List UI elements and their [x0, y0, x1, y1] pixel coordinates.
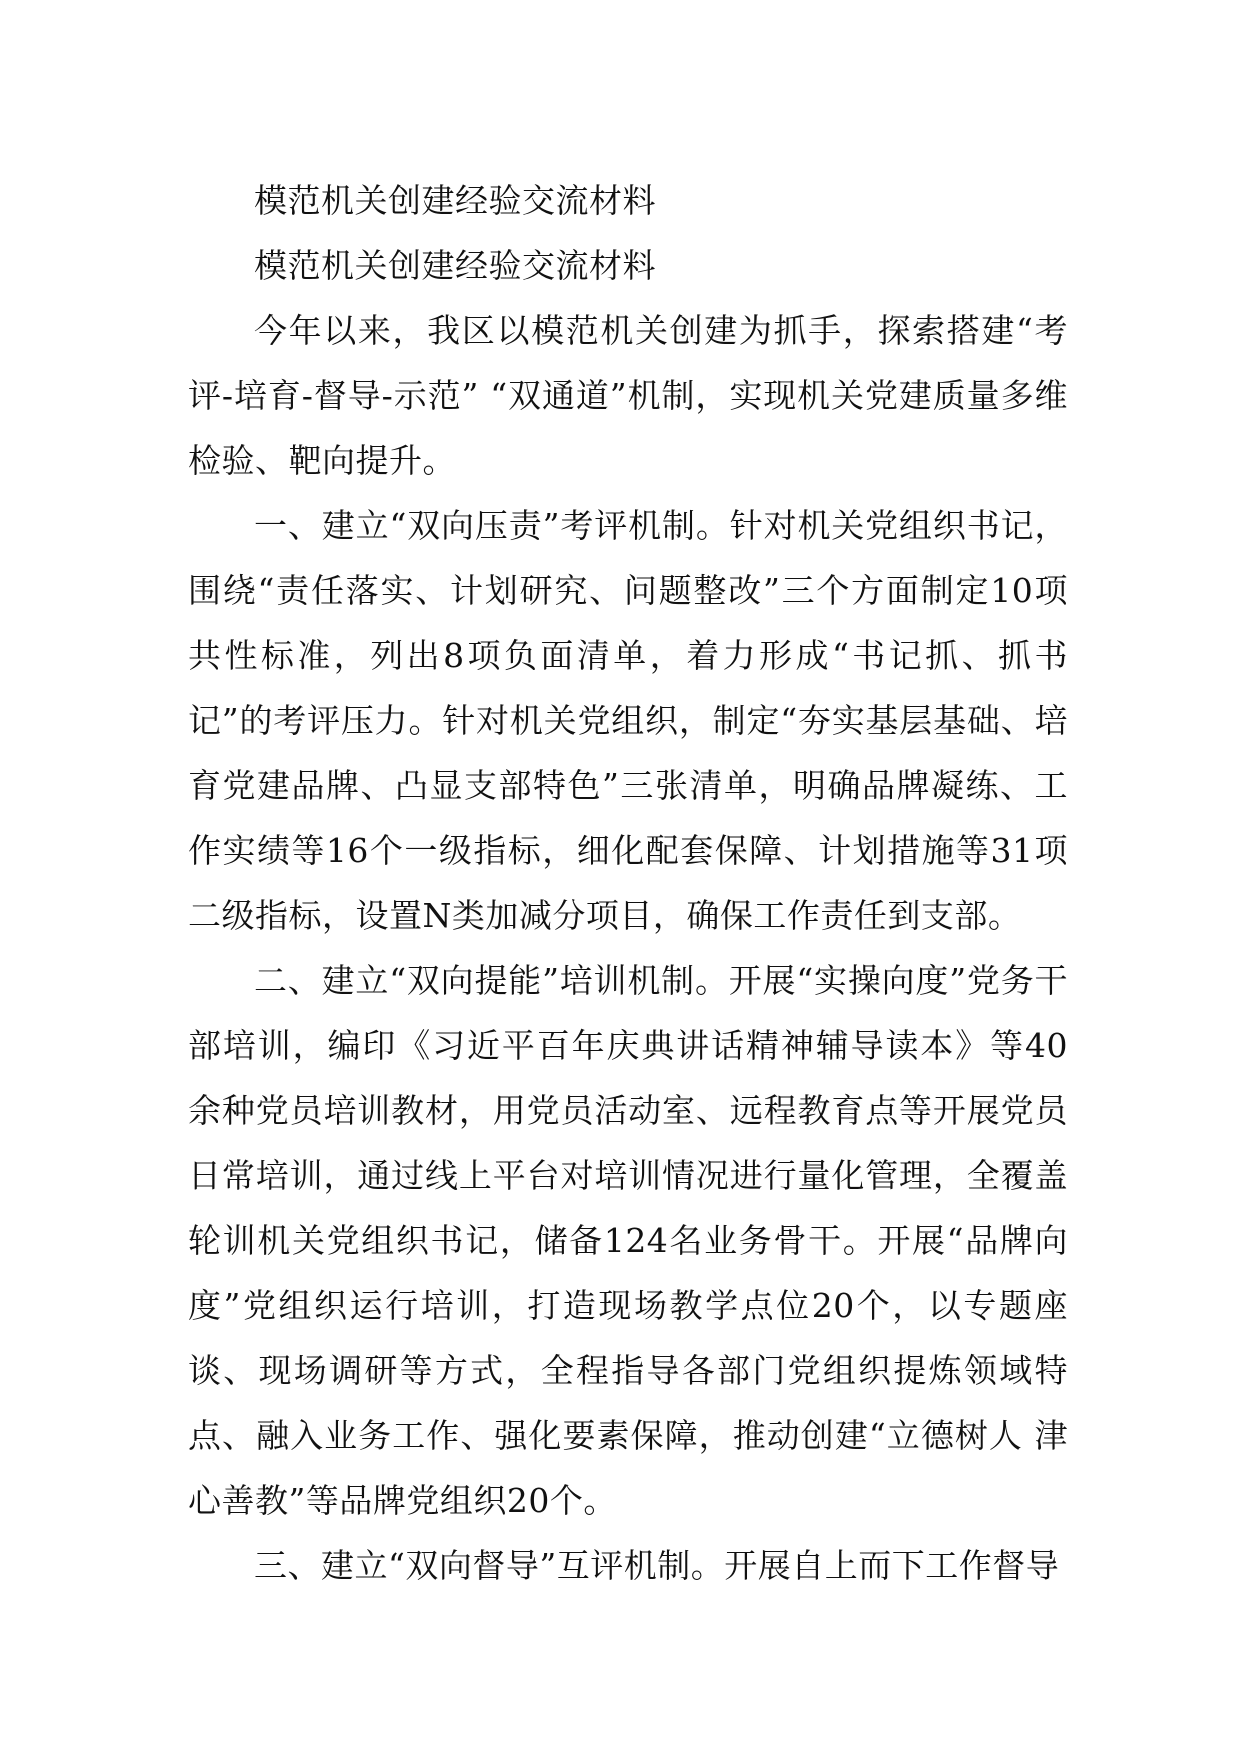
- paragraph-section-2: 二、建立“双向提能”培训机制。开展“实操向度”党务干部培训，编印《习近平百年庆典讲话精神辅导读本》等40余种党员培训教材，用党员活动室、远程教育点等开展党员日常培训，通过线上平台对培训情况进行量化管理，全覆盖轮训机关党组织书记，储备124名业务骨干。开展“品牌向度”党组织运行培训，打造现场教学点位20个，以专题座谈、现场调研等方式，全程指导各部门党组织提炼领域特点、融入业务工作、强化要素保障，推动创建“立德树人 津心善教”等品牌党组织20个。: [188, 961, 1068, 1520]
- paragraph-section-1: 一、建立“双向压责”考评机制。针对机关党组织书记，围绕“责任落实、计划研究、问题整改”三个方面制定10项共性标准，列出8项负面清单，着力形成“书记抓、抓书记”的考评压力。针对机关党组织，制定“夯实基层基础、培育党建品牌、凸显支部特色”三张清单，明确品牌凝练、工作实绩等16个一级指标，细化配套保障、计划措施等31项二级指标，设置N类加减分项目，确保工作责任到支部。: [188, 506, 1068, 935]
- paragraph-intro: 今年以来，我区以模范机关创建为抓手，探索搭建“考评-培育-督导-示范” “双通道”机制，实现机关党建质量多维检验、靶向提升。: [188, 311, 1068, 480]
- paragraph-section-3: 三、建立“双向督导”互评机制。开展自上而下工作督导: [254, 1546, 1060, 1585]
- document-title-repeat: 模范机关创建经验交流材料: [254, 246, 656, 285]
- document-body: [188, 168, 1068, 1598]
- document-title: 模范机关创建经验交流材料: [254, 181, 656, 220]
